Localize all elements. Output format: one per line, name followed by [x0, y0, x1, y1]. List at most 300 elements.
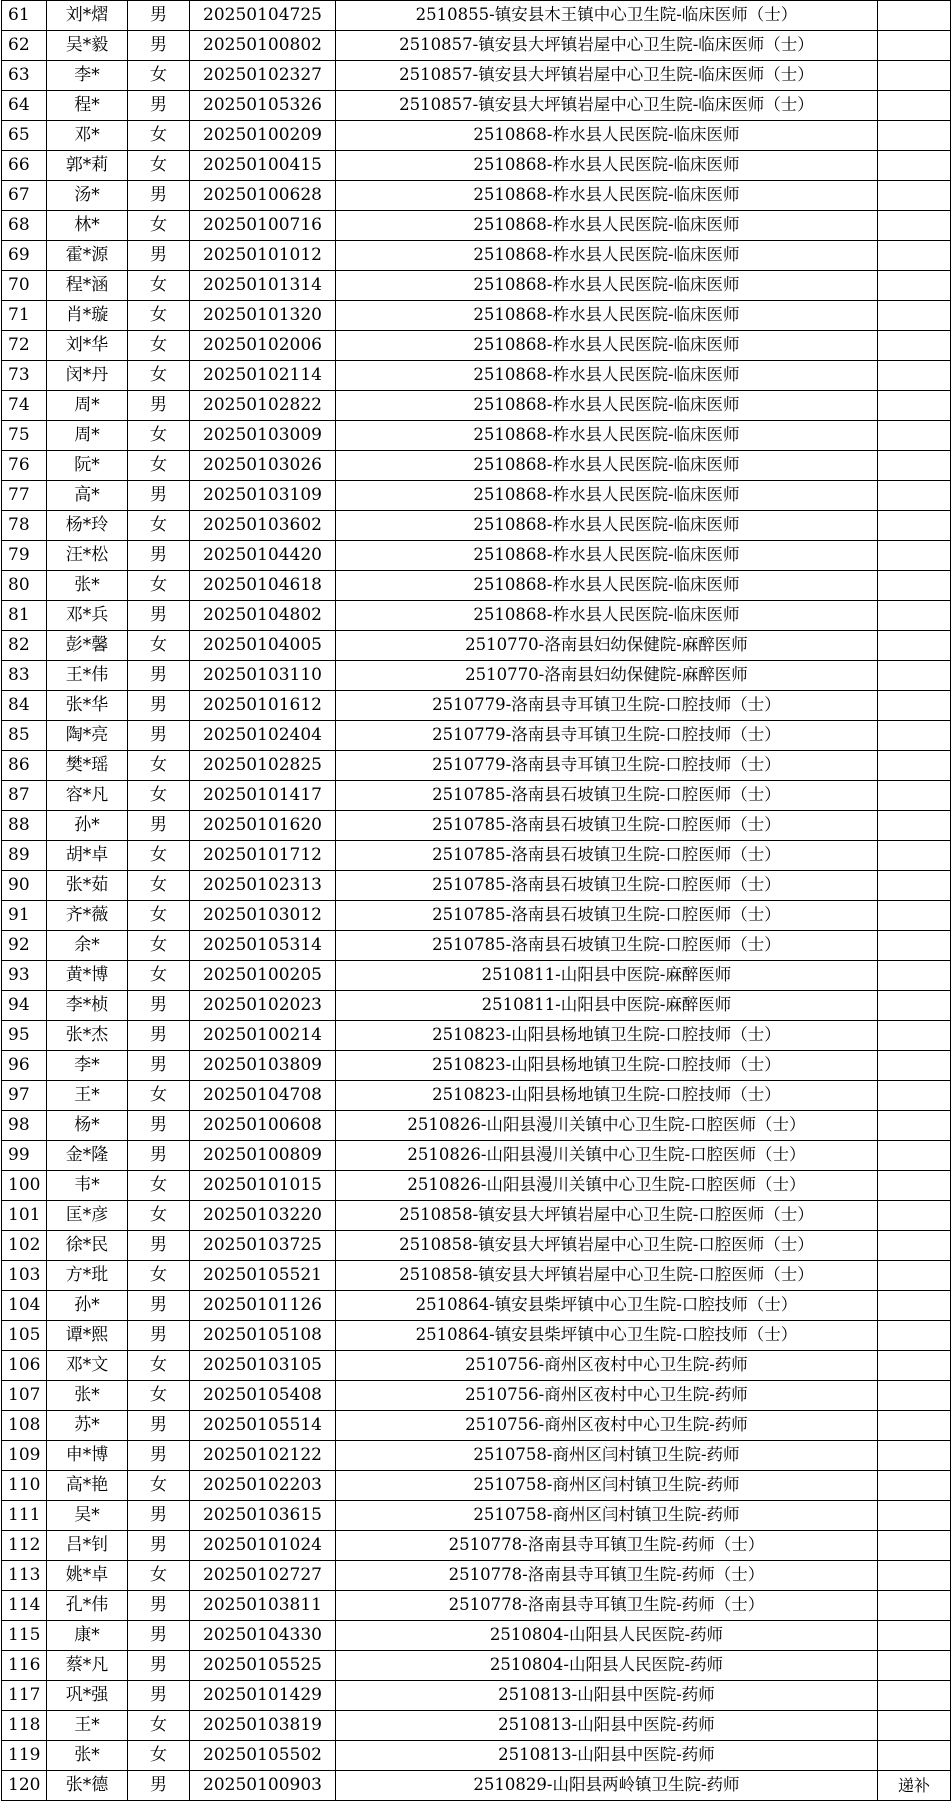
row-number-cell: 64: [2, 91, 47, 121]
note-cell: [878, 31, 951, 61]
name-cell: 张*德: [47, 1771, 128, 1801]
table-row: [2, 781, 951, 811]
table-row: [2, 1351, 951, 1381]
position-cell: 2510868-柞水县人民医院-临床医师: [336, 241, 878, 271]
note-cell: [878, 1471, 951, 1501]
gender-cell: 男: [128, 541, 190, 571]
gender-cell: 男: [128, 811, 190, 841]
row-number-cell: 88: [2, 811, 47, 841]
note-cell: [878, 1231, 951, 1261]
gender-cell: 男: [128, 1231, 190, 1261]
table-row: [2, 601, 951, 631]
note-cell: [878, 181, 951, 211]
row-number-cell: 117: [2, 1681, 47, 1711]
position-cell: 2510785-洛南县石坡镇卫生院-口腔医师（士）: [336, 931, 878, 961]
gender-cell: 女: [128, 331, 190, 361]
position-cell: 2510770-洛南县妇幼保健院-麻醉医师: [336, 631, 878, 661]
exam-id-cell: 20250100716: [190, 211, 336, 241]
gender-cell: 女: [128, 1741, 190, 1771]
table-row: [2, 991, 951, 1021]
position-cell: 2510858-镇安县大坪镇岩屋中心卫生院-口腔医师（士）: [336, 1261, 878, 1291]
table-row: [2, 931, 951, 961]
note-cell: 递补: [878, 1771, 951, 1801]
position-cell: 2510813-山阳县中医院-药师: [336, 1681, 878, 1711]
name-cell: 孙*: [47, 811, 128, 841]
note-cell: [878, 1621, 951, 1651]
exam-id-cell: 20250104330: [190, 1621, 336, 1651]
position-cell: 2510804-山阳县人民医院-药师: [336, 1651, 878, 1681]
exam-id-cell: 20250104420: [190, 541, 336, 571]
gender-cell: 女: [128, 631, 190, 661]
name-cell: 吕*钊: [47, 1531, 128, 1561]
table-row: [2, 1381, 951, 1411]
row-number-cell: 112: [2, 1531, 47, 1561]
gender-cell: 男: [128, 661, 190, 691]
row-number-cell: 120: [2, 1771, 47, 1801]
row-number-cell: 68: [2, 211, 47, 241]
gender-cell: 女: [128, 151, 190, 181]
position-cell: 2510823-山阳县杨地镇卫生院-口腔技师（士）: [336, 1081, 878, 1111]
table-row: [2, 31, 951, 61]
name-cell: 李*: [47, 1051, 128, 1081]
row-number-cell: 77: [2, 481, 47, 511]
gender-cell: 女: [128, 361, 190, 391]
position-cell: 2510811-山阳县中医院-麻醉医师: [336, 961, 878, 991]
row-number-cell: 61: [2, 1, 47, 31]
note-cell: [878, 811, 951, 841]
row-number-cell: 110: [2, 1471, 47, 1501]
exam-id-cell: 20250101429: [190, 1681, 336, 1711]
name-cell: 樊*瑶: [47, 751, 128, 781]
exam-id-cell: 20250100205: [190, 961, 336, 991]
note-cell: [878, 661, 951, 691]
gender-cell: 男: [128, 1441, 190, 1471]
name-cell: 姚*卓: [47, 1561, 128, 1591]
exam-id-cell: 20250100809: [190, 1141, 336, 1171]
table-row: [2, 541, 951, 571]
note-cell: [878, 451, 951, 481]
note-cell: [878, 631, 951, 661]
note-cell: [878, 871, 951, 901]
gender-cell: 女: [128, 1711, 190, 1741]
note-cell: [878, 1081, 951, 1111]
position-cell: 2510756-商州区夜村中心卫生院-药师: [336, 1411, 878, 1441]
exam-id-cell: 20250101620: [190, 811, 336, 841]
name-cell: 张*: [47, 571, 128, 601]
position-cell: 2510779-洛南县寺耳镇卫生院-口腔技师（士）: [336, 721, 878, 751]
table-row: [2, 661, 951, 691]
name-cell: 余*: [47, 931, 128, 961]
exam-id-cell: 20250103012: [190, 901, 336, 931]
row-number-cell: 73: [2, 361, 47, 391]
table-row: [2, 751, 951, 781]
position-cell: 2510756-商州区夜村中心卫生院-药师: [336, 1381, 878, 1411]
row-number-cell: 65: [2, 121, 47, 151]
position-cell: 2510868-柞水县人民医院-临床医师: [336, 451, 878, 481]
gender-cell: 女: [128, 841, 190, 871]
position-cell: 2510785-洛南县石坡镇卫生院-口腔医师（士）: [336, 841, 878, 871]
position-cell: 2510826-山阳县漫川关镇中心卫生院-口腔医师（士）: [336, 1111, 878, 1141]
exam-id-cell: 20250102822: [190, 391, 336, 421]
row-number-cell: 93: [2, 961, 47, 991]
position-cell: 2510864-镇安县柴坪镇中心卫生院-口腔技师（士）: [336, 1321, 878, 1351]
table-row: [2, 1771, 951, 1801]
row-number-cell: 67: [2, 181, 47, 211]
gender-cell: 女: [128, 1381, 190, 1411]
position-cell: 2510868-柞水县人民医院-临床医师: [336, 151, 878, 181]
row-number-cell: 84: [2, 691, 47, 721]
table-row: [2, 271, 951, 301]
row-number-cell: 66: [2, 151, 47, 181]
exam-id-cell: 20250102327: [190, 61, 336, 91]
exam-id-cell: 20250101314: [190, 271, 336, 301]
note-cell: [878, 541, 951, 571]
position-cell: 2510858-镇安县大坪镇岩屋中心卫生院-口腔医师（士）: [336, 1201, 878, 1231]
gender-cell: 男: [128, 691, 190, 721]
name-cell: 张*: [47, 1741, 128, 1771]
row-number-cell: 74: [2, 391, 47, 421]
table-row: [2, 1291, 951, 1321]
gender-cell: 男: [128, 601, 190, 631]
note-cell: [878, 1111, 951, 1141]
note-cell: [878, 781, 951, 811]
gender-cell: 女: [128, 511, 190, 541]
note-cell: [878, 1021, 951, 1051]
exam-id-cell: 20250100903: [190, 1771, 336, 1801]
exam-id-cell: 20250100802: [190, 31, 336, 61]
note-cell: [878, 721, 951, 751]
name-cell: 刘*华: [47, 331, 128, 361]
gender-cell: 男: [128, 91, 190, 121]
position-cell: 2510855-镇安县木王镇中心卫生院-临床医师（士）: [336, 1, 878, 31]
row-number-cell: 70: [2, 271, 47, 301]
position-cell: 2510868-柞水县人民医院-临床医师: [336, 271, 878, 301]
position-cell: 2510785-洛南县石坡镇卫生院-口腔医师（士）: [336, 781, 878, 811]
note-cell: [878, 1411, 951, 1441]
table-row: [2, 121, 951, 151]
name-cell: 容*凡: [47, 781, 128, 811]
table-row: [2, 1501, 951, 1531]
table-row: [2, 451, 951, 481]
position-cell: 2510758-商州区闫村镇卫生院-药师: [336, 1471, 878, 1501]
name-cell: 苏*: [47, 1411, 128, 1441]
exam-id-cell: 20250104005: [190, 631, 336, 661]
row-number-cell: 94: [2, 991, 47, 1021]
position-cell: 2510864-镇安县柴坪镇中心卫生院-口腔技师（士）: [336, 1291, 878, 1321]
name-cell: 霍*源: [47, 241, 128, 271]
exam-id-cell: 20250103105: [190, 1351, 336, 1381]
exam-id-cell: 20250104725: [190, 1, 336, 31]
position-cell: 2510868-柞水县人民医院-临床医师: [336, 571, 878, 601]
table-row: [2, 1741, 951, 1771]
name-cell: 邓*: [47, 121, 128, 151]
position-cell: 2510804-山阳县人民医院-药师: [336, 1621, 878, 1651]
gender-cell: 女: [128, 1201, 190, 1231]
gender-cell: 男: [128, 181, 190, 211]
row-number-cell: 116: [2, 1651, 47, 1681]
exam-id-cell: 20250102114: [190, 361, 336, 391]
table-row: [2, 1, 951, 31]
note-cell: [878, 1531, 951, 1561]
name-cell: 方*玭: [47, 1261, 128, 1291]
note-cell: [878, 211, 951, 241]
row-number-cell: 86: [2, 751, 47, 781]
table-row: [2, 1081, 951, 1111]
exam-id-cell: 20250103109: [190, 481, 336, 511]
position-cell: 2510868-柞水县人民医院-临床医师: [336, 601, 878, 631]
table-row: [2, 181, 951, 211]
exam-id-cell: 20250105108: [190, 1321, 336, 1351]
exam-id-cell: 20250101126: [190, 1291, 336, 1321]
position-cell: 2510868-柞水县人民医院-临床医师: [336, 211, 878, 241]
position-cell: 2510857-镇安县大坪镇岩屋中心卫生院-临床医师（士）: [336, 91, 878, 121]
name-cell: 胡*卓: [47, 841, 128, 871]
table-row: [2, 331, 951, 361]
exam-id-cell: 20250101024: [190, 1531, 336, 1561]
exam-id-cell: 20250100415: [190, 151, 336, 181]
note-cell: [878, 1, 951, 31]
row-number-cell: 100: [2, 1171, 47, 1201]
row-number-cell: 91: [2, 901, 47, 931]
table-row: [2, 61, 951, 91]
gender-cell: 男: [128, 1051, 190, 1081]
name-cell: 谭*熙: [47, 1321, 128, 1351]
row-number-cell: 69: [2, 241, 47, 271]
row-number-cell: 72: [2, 331, 47, 361]
name-cell: 蔡*凡: [47, 1651, 128, 1681]
gender-cell: 男: [128, 1681, 190, 1711]
table-row: [2, 1651, 951, 1681]
row-number-cell: 62: [2, 31, 47, 61]
exam-id-cell: 20250102122: [190, 1441, 336, 1471]
candidate-table: [1, 0, 951, 1801]
note-cell: [878, 1441, 951, 1471]
row-number-cell: 89: [2, 841, 47, 871]
row-number-cell: 99: [2, 1141, 47, 1171]
row-number-cell: 83: [2, 661, 47, 691]
gender-cell: 女: [128, 781, 190, 811]
note-cell: [878, 961, 951, 991]
name-cell: 闵*丹: [47, 361, 128, 391]
name-cell: 张*华: [47, 691, 128, 721]
table-row: [2, 1201, 951, 1231]
name-cell: 张*茹: [47, 871, 128, 901]
exam-id-cell: 20250103615: [190, 1501, 336, 1531]
exam-id-cell: 20250100214: [190, 1021, 336, 1051]
position-cell: 2510868-柞水县人民医院-临床医师: [336, 331, 878, 361]
exam-id-cell: 20250105502: [190, 1741, 336, 1771]
name-cell: 申*博: [47, 1441, 128, 1471]
position-cell: 2510868-柞水县人民医院-临床医师: [336, 301, 878, 331]
exam-id-cell: 20250104802: [190, 601, 336, 631]
position-cell: 2510758-商州区闫村镇卫生院-药师: [336, 1501, 878, 1531]
note-cell: [878, 1561, 951, 1591]
row-number-cell: 98: [2, 1111, 47, 1141]
gender-cell: 女: [128, 121, 190, 151]
note-cell: [878, 1261, 951, 1291]
note-cell: [878, 1201, 951, 1231]
table-row: [2, 421, 951, 451]
row-number-cell: 119: [2, 1741, 47, 1771]
note-cell: [878, 301, 951, 331]
gender-cell: 男: [128, 31, 190, 61]
name-cell: 王*: [47, 1081, 128, 1111]
table-row: [2, 481, 951, 511]
note-cell: [878, 481, 951, 511]
row-number-cell: 78: [2, 511, 47, 541]
name-cell: 王*伟: [47, 661, 128, 691]
position-cell: 2510756-商州区夜村中心卫生院-药师: [336, 1351, 878, 1381]
name-cell: 吴*毅: [47, 31, 128, 61]
position-cell: 2510785-洛南县石坡镇卫生院-口腔医师（士）: [336, 811, 878, 841]
exam-id-cell: 20250101015: [190, 1171, 336, 1201]
exam-id-cell: 20250104618: [190, 571, 336, 601]
exam-id-cell: 20250102006: [190, 331, 336, 361]
gender-cell: 女: [128, 421, 190, 451]
name-cell: 高*: [47, 481, 128, 511]
gender-cell: 男: [128, 991, 190, 1021]
table-row: [2, 1471, 951, 1501]
name-cell: 黄*博: [47, 961, 128, 991]
exam-id-cell: 20250103725: [190, 1231, 336, 1261]
position-cell: 2510858-镇安县大坪镇岩屋中心卫生院-口腔医师（士）: [336, 1231, 878, 1261]
row-number-cell: 105: [2, 1321, 47, 1351]
table-row: [2, 1261, 951, 1291]
exam-id-cell: 20250100628: [190, 181, 336, 211]
exam-id-cell: 20250105408: [190, 1381, 336, 1411]
note-cell: [878, 241, 951, 271]
name-cell: 吴*: [47, 1501, 128, 1531]
name-cell: 张*杰: [47, 1021, 128, 1051]
note-cell: [878, 61, 951, 91]
name-cell: 杨*玲: [47, 511, 128, 541]
table-row: [2, 961, 951, 991]
table-row: [2, 631, 951, 661]
name-cell: 高*艳: [47, 1471, 128, 1501]
gender-cell: 男: [128, 1501, 190, 1531]
table-row: [2, 1561, 951, 1591]
exam-id-cell: 20250101417: [190, 781, 336, 811]
name-cell: 陶*亮: [47, 721, 128, 751]
position-cell: 2510857-镇安县大坪镇岩屋中心卫生院-临床医师（士）: [336, 31, 878, 61]
gender-cell: 男: [128, 1651, 190, 1681]
exam-id-cell: 20250105525: [190, 1651, 336, 1681]
row-number-cell: 87: [2, 781, 47, 811]
gender-cell: 男: [128, 1111, 190, 1141]
table-row: [2, 811, 951, 841]
table-row: [2, 511, 951, 541]
note-cell: [878, 1711, 951, 1741]
name-cell: 肖*璇: [47, 301, 128, 331]
row-number-cell: 106: [2, 1351, 47, 1381]
note-cell: [878, 421, 951, 451]
row-number-cell: 71: [2, 301, 47, 331]
gender-cell: 女: [128, 451, 190, 481]
position-cell: 2510779-洛南县寺耳镇卫生院-口腔技师（士）: [336, 691, 878, 721]
note-cell: [878, 1651, 951, 1681]
position-cell: 2510868-柞水县人民医院-临床医师: [336, 361, 878, 391]
note-cell: [878, 361, 951, 391]
table-row: [2, 1591, 951, 1621]
gender-cell: 女: [128, 211, 190, 241]
row-number-cell: 90: [2, 871, 47, 901]
exam-id-cell: 20250102203: [190, 1471, 336, 1501]
row-number-cell: 113: [2, 1561, 47, 1591]
table-row: [2, 901, 951, 931]
note-cell: [878, 91, 951, 121]
table-row: [2, 1051, 951, 1081]
gender-cell: 男: [128, 1621, 190, 1651]
note-cell: [878, 511, 951, 541]
gender-cell: 女: [128, 61, 190, 91]
table-row: [2, 301, 951, 331]
exam-id-cell: 20250103110: [190, 661, 336, 691]
table-row: [2, 1171, 951, 1201]
note-cell: [878, 901, 951, 931]
name-cell: 齐*薇: [47, 901, 128, 931]
name-cell: 张*: [47, 1381, 128, 1411]
name-cell: 匡*彦: [47, 1201, 128, 1231]
exam-id-cell: 20250100608: [190, 1111, 336, 1141]
row-number-cell: 107: [2, 1381, 47, 1411]
gender-cell: 女: [128, 1561, 190, 1591]
row-number-cell: 85: [2, 721, 47, 751]
note-cell: [878, 1291, 951, 1321]
position-cell: 2510785-洛南县石坡镇卫生院-口腔医师（士）: [336, 901, 878, 931]
name-cell: 王*: [47, 1711, 128, 1741]
row-number-cell: 108: [2, 1411, 47, 1441]
gender-cell: 男: [128, 1591, 190, 1621]
note-cell: [878, 271, 951, 301]
exam-id-cell: 20250102023: [190, 991, 336, 1021]
gender-cell: 女: [128, 1471, 190, 1501]
gender-cell: 女: [128, 1351, 190, 1381]
gender-cell: 男: [128, 241, 190, 271]
name-cell: 程*: [47, 91, 128, 121]
exam-id-cell: 20250105521: [190, 1261, 336, 1291]
exam-id-cell: 20250101712: [190, 841, 336, 871]
exam-id-cell: 20250103220: [190, 1201, 336, 1231]
note-cell: [878, 1381, 951, 1411]
exam-id-cell: 20250102825: [190, 751, 336, 781]
table-row: [2, 151, 951, 181]
row-number-cell: 111: [2, 1501, 47, 1531]
gender-cell: 女: [128, 1171, 190, 1201]
gender-cell: 男: [128, 1021, 190, 1051]
exam-id-cell: 20250103602: [190, 511, 336, 541]
position-cell: 2510868-柞水县人民医院-临床医师: [336, 391, 878, 421]
row-number-cell: 79: [2, 541, 47, 571]
row-number-cell: 101: [2, 1201, 47, 1231]
gender-cell: 男: [128, 1771, 190, 1801]
table-row: [2, 721, 951, 751]
row-number-cell: 92: [2, 931, 47, 961]
table-row: [2, 841, 951, 871]
name-cell: 郭*莉: [47, 151, 128, 181]
table-row: [2, 1321, 951, 1351]
name-cell: 巩*强: [47, 1681, 128, 1711]
note-cell: [878, 1321, 951, 1351]
position-cell: 2510826-山阳县漫川关镇中心卫生院-口腔医师（士）: [336, 1171, 878, 1201]
gender-cell: 男: [128, 1141, 190, 1171]
row-number-cell: 109: [2, 1441, 47, 1471]
note-cell: [878, 751, 951, 781]
row-number-cell: 97: [2, 1081, 47, 1111]
position-cell: 2510823-山阳县杨地镇卫生院-口腔技师（士）: [336, 1021, 878, 1051]
row-number-cell: 63: [2, 61, 47, 91]
gender-cell: 男: [128, 391, 190, 421]
note-cell: [878, 1171, 951, 1201]
